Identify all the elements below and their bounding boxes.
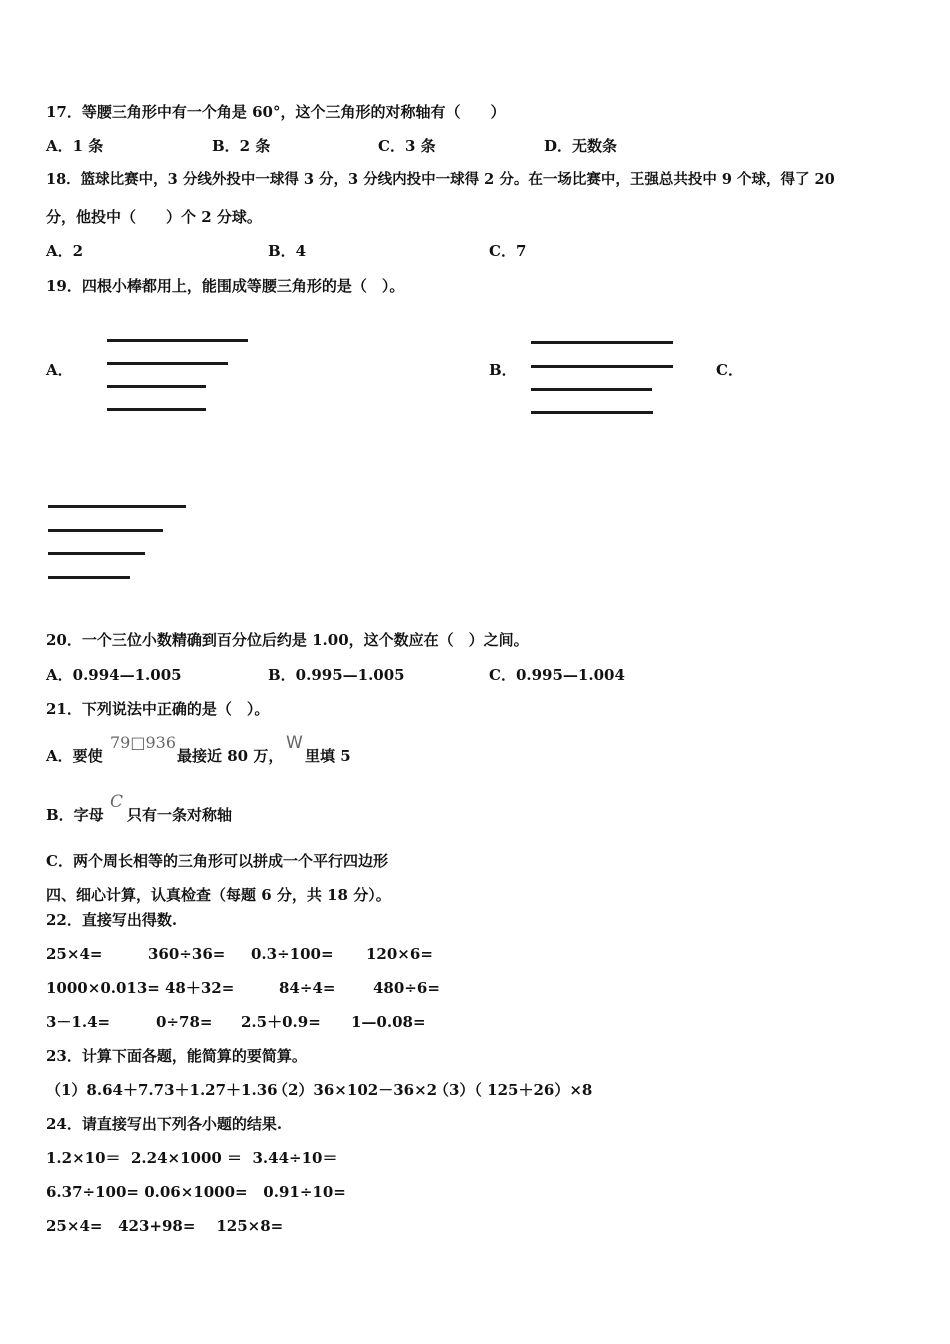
q18-option-a: A．2 xyxy=(46,242,84,260)
q24-row1: 1.2×10＝ 2.24×1000 ＝ 3.44÷10＝ xyxy=(46,1149,338,1167)
stick xyxy=(531,341,673,344)
stick xyxy=(48,505,186,508)
q21-b-suffix: 只有一条对称轴 xyxy=(127,806,233,824)
q21-option-c: C．两个周长相等的三角形可以拼成一个平行四边形 xyxy=(46,852,388,870)
q17-option-a: A．1 条 xyxy=(46,137,104,155)
q20-option-a: A．0.994—1.005 xyxy=(46,666,182,684)
q22-r1c3: 0.3÷100= xyxy=(251,945,334,963)
q24-stem: 24．请直接写出下列各小题的结果. xyxy=(46,1115,283,1133)
q21-a-mid: 最接近 80 万， xyxy=(177,747,284,765)
stick xyxy=(531,365,673,368)
q22-r2c1: 1000×0.013= xyxy=(46,979,160,997)
stick xyxy=(107,362,228,365)
q19-label-b: B． xyxy=(489,361,517,379)
q22-r3c1: 3－1.4= xyxy=(46,1013,111,1031)
q18-stem-line1: 18．篮球比赛中，3 分线外投中一球得 3 分，3 分线内投中一球得 2 分。在一场比赛中，王强总共投中 9 个球，得了 20 xyxy=(46,171,835,188)
q17-option-d: D．无数条 xyxy=(544,137,618,155)
stick xyxy=(48,576,130,579)
q21-b-letter: C xyxy=(110,792,124,812)
q21-a-variable: W xyxy=(286,733,303,753)
q22-r1c2: 360÷36= xyxy=(148,945,226,963)
q18-option-b: B．4 xyxy=(268,242,307,260)
q22-r1c4: 120×6= xyxy=(366,945,433,963)
q21-stem: 21．下列说法中正确的是（ ）。 xyxy=(46,700,270,718)
stick xyxy=(48,552,145,555)
stick xyxy=(107,339,248,342)
q20-option-c: C．0.995—1.004 xyxy=(489,666,625,684)
q19-label-a: A． xyxy=(46,361,73,379)
q23-stem: 23．计算下面各题，能简算的要简算。 xyxy=(46,1047,307,1065)
q17-stem: 17．等腰三角形中有一个角是 60°，这个三角形的对称轴有（ ） xyxy=(46,103,506,121)
q19-stem: 19．四根小棒都用上，能围成等腰三角形的是（ ）。 xyxy=(46,277,405,295)
q24-row3: 25×4= 423+98= 125×8= xyxy=(46,1217,284,1235)
section4-title: 四、细心计算，认真检查（每题 6 分，共 18 分）。 xyxy=(46,886,391,904)
q22-r3c2: 0÷78= xyxy=(156,1013,213,1031)
q22-r3c3: 2.5＋0.9= xyxy=(241,1013,321,1031)
q22-r2c3: 84÷4= xyxy=(279,979,336,997)
stick xyxy=(107,408,206,411)
q18-option-c: C．7 xyxy=(489,242,527,260)
stick xyxy=(531,388,652,391)
q22-r3c4: 1—0.08= xyxy=(351,1013,426,1031)
q23-item-3: （3）（ 125＋26）×8 xyxy=(434,1081,593,1099)
q23-item-1: （1）8.64＋7.73＋1.27＋1.36 xyxy=(46,1081,278,1099)
q21-a-number: 79□936 xyxy=(110,733,177,752)
q22-r1c1: 25×4= xyxy=(46,945,103,963)
q19-label-c: C． xyxy=(716,361,743,379)
q22-stem: 22．直接写出得数. xyxy=(46,911,178,929)
q21-a-suffix: 里填 5 xyxy=(305,747,351,765)
stick xyxy=(531,411,653,414)
q17-option-c: C．3 条 xyxy=(378,137,436,155)
q22-r2c4: 480÷6= xyxy=(373,979,440,997)
q20-stem: 20．一个三位小数精确到百分位后约是 1.00，这个数应在（ ）之间。 xyxy=(46,631,529,649)
q20-option-b: B．0.995—1.005 xyxy=(268,666,405,684)
q23-item-2: （2）36×102－36×2 xyxy=(273,1081,438,1099)
q22-r2c2: 48＋32= xyxy=(165,979,235,997)
q17-option-b: B．2 条 xyxy=(212,137,271,155)
q21-b-prefix: B．字母 xyxy=(46,806,104,824)
stick xyxy=(48,529,163,532)
q24-row2: 6.37÷100= 0.06×1000= 0.91÷10= xyxy=(46,1183,346,1201)
q18-stem-line2: 分，他投中（ ）个 2 分球。 xyxy=(46,208,262,226)
stick xyxy=(107,385,206,388)
q21-a-prefix: A．要使 xyxy=(46,747,103,765)
